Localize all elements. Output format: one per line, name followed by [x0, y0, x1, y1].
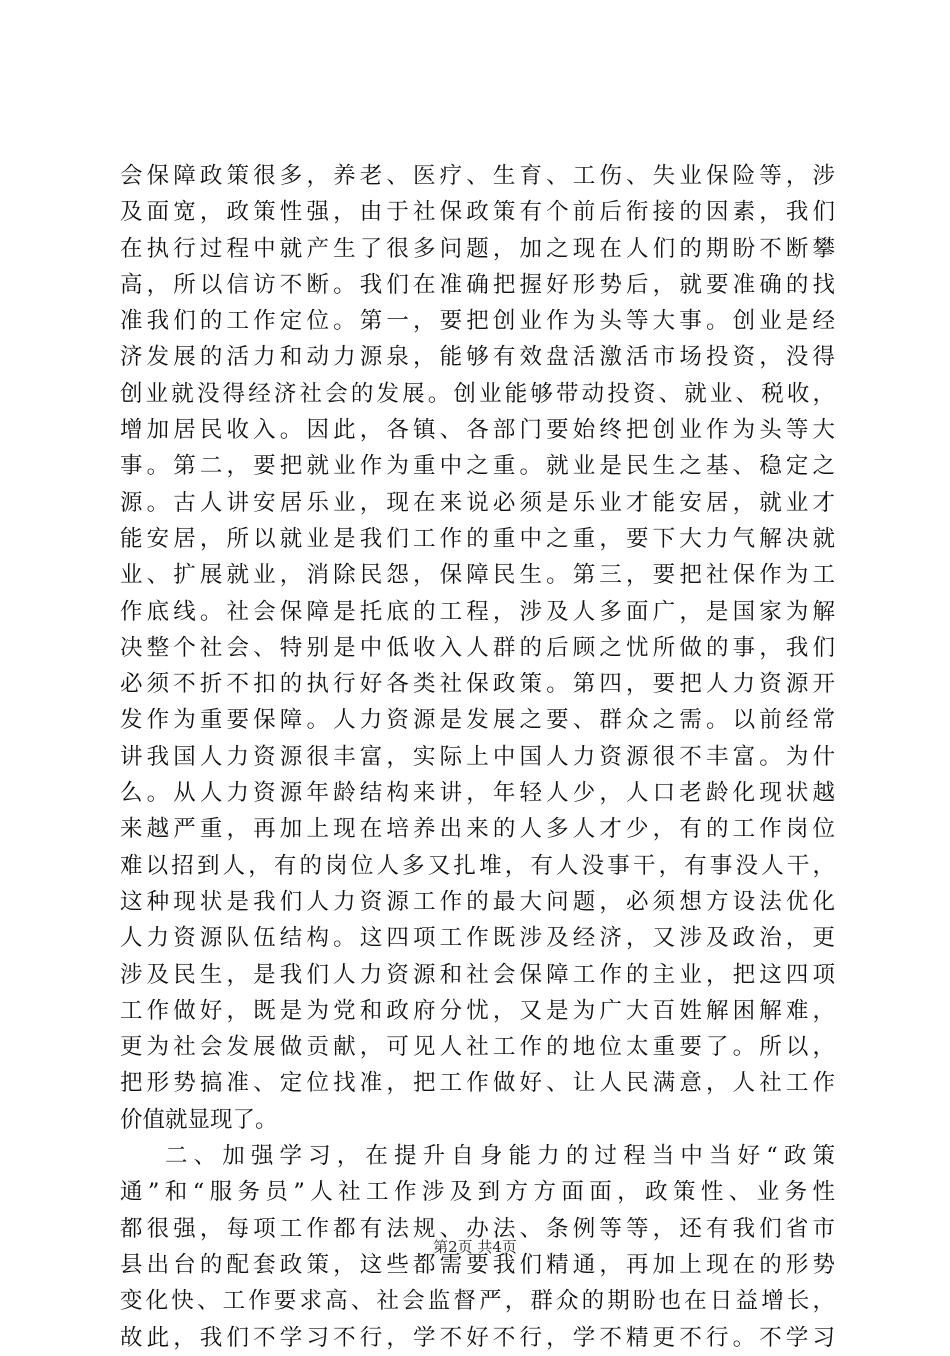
text-line: 把形势搞准、定位找准，把工作做好、让人民满意，人社工作 — [120, 1070, 835, 1097]
text-line: 济发展的活力和动力源泉，能够有效盘活激活市场投资，没得 — [120, 344, 835, 371]
text-line: 通”和“服务员”人社工作涉及到方方面面，政策性、业务性 — [120, 1179, 835, 1206]
text-line: 在执行过程中就产生了很多问题，加之现在人们的期盼不断攀 — [120, 235, 835, 262]
section-heading-line: 二、加强学习，在提升自身能力的过程当中当好“政策 — [165, 1143, 835, 1170]
page-footer: 第2页 共4页 — [433, 1238, 517, 1256]
text-line: 人力资源队伍结构。这四项工作既涉及经济，又涉及政治，更 — [120, 925, 835, 952]
text-line: 来越严重，再加上现在培养出来的人多人才少，有的工作岗位 — [120, 816, 835, 843]
text-line: 变化快、工作要求高、社会监督严，群众的期盼也在日益增长， — [120, 1288, 835, 1315]
text-line: 发作为重要保障。人力资源是发展之要、群众之需。以前经常 — [120, 707, 835, 734]
text-line: 创业就没得经济社会的发展。创业能够带动投资、就业、税收， — [120, 380, 835, 407]
body-text — [120, 158, 835, 1356]
text-line: 县出台的配套政策，这些都需要我们精通，再加上现在的形势 — [120, 1251, 835, 1278]
text-line: 必须不折不扣的执行好各类社保政策。第四，要把人力资源开 — [120, 671, 835, 698]
text-line: 高，所以信访不断。我们在准确把握好形势后，就要准确的找 — [120, 271, 835, 298]
text-line: 都很强，每项工作都有法规、办法、条例等等，还有我们省市 — [120, 1215, 835, 1242]
text-line: 更为社会发展做贡献，可见人社工作的地位太重要了。所以， — [120, 1034, 835, 1061]
text-line: 会保障政策很多，养老、医疗、生育、工伤、失业保险等，涉 — [120, 163, 835, 189]
text-line: 涉及民生，是我们人力资源和社会保障工作的主业，把这四项 — [120, 961, 835, 988]
text-line: 决整个社会、特别是中低收入人群的后顾之忧所做的事，我们 — [120, 634, 835, 661]
text-line: 及面宽，政策性强，由于社保政策有个前后衔接的因素，我们 — [120, 199, 835, 226]
text-line: 业、扩展就业，消除民怨，保障民生。第三，要把社保作为工 — [120, 562, 835, 589]
text-line: 源。古人讲安居乐业，现在来说必须是乐业才能安居，就业才 — [120, 489, 835, 516]
text-line: 增加居民收入。因此，各镇、各部门要始终把创业作为头等大 — [120, 417, 835, 444]
text-line: 事。第二，要把就业作为重中之重。就业是民生之基、稳定之 — [120, 453, 835, 480]
text-line: 么。从人力资源年龄结构来讲，年轻人少，人口老龄化现状越 — [120, 780, 835, 807]
paragraph-1 — [120, 158, 835, 1138]
text-line: 工作做好，既是为党和政府分忧，又是为广大百姓解困解难， — [120, 997, 835, 1024]
text-line: 作底线。社会保障是托底的工程，涉及人多面广，是国家为解 — [120, 598, 835, 625]
text-line: 故此，我们不学习不行，学不好不行，学不精更不行。不学习 — [120, 1324, 835, 1351]
text-line: 能安居，所以就业是我们工作的重中之重，要下大力气解决就 — [120, 525, 835, 552]
text-line: 难以招到人，有的岗位人多又扎堆，有人没事干，有事没人干， — [120, 852, 835, 879]
text-line: 讲我国人力资源很丰富，实际上中国人力资源很不丰富。为什 — [120, 743, 835, 770]
text-line: 这种现状是我们人力资源工作的最大问题，必须想方设法优化 — [120, 888, 835, 915]
text-line: 准我们的工作定位。第一，要把创业作为头等大事。创业是经 — [120, 308, 835, 335]
text-line: 价值就显现了。 — [120, 1106, 278, 1133]
